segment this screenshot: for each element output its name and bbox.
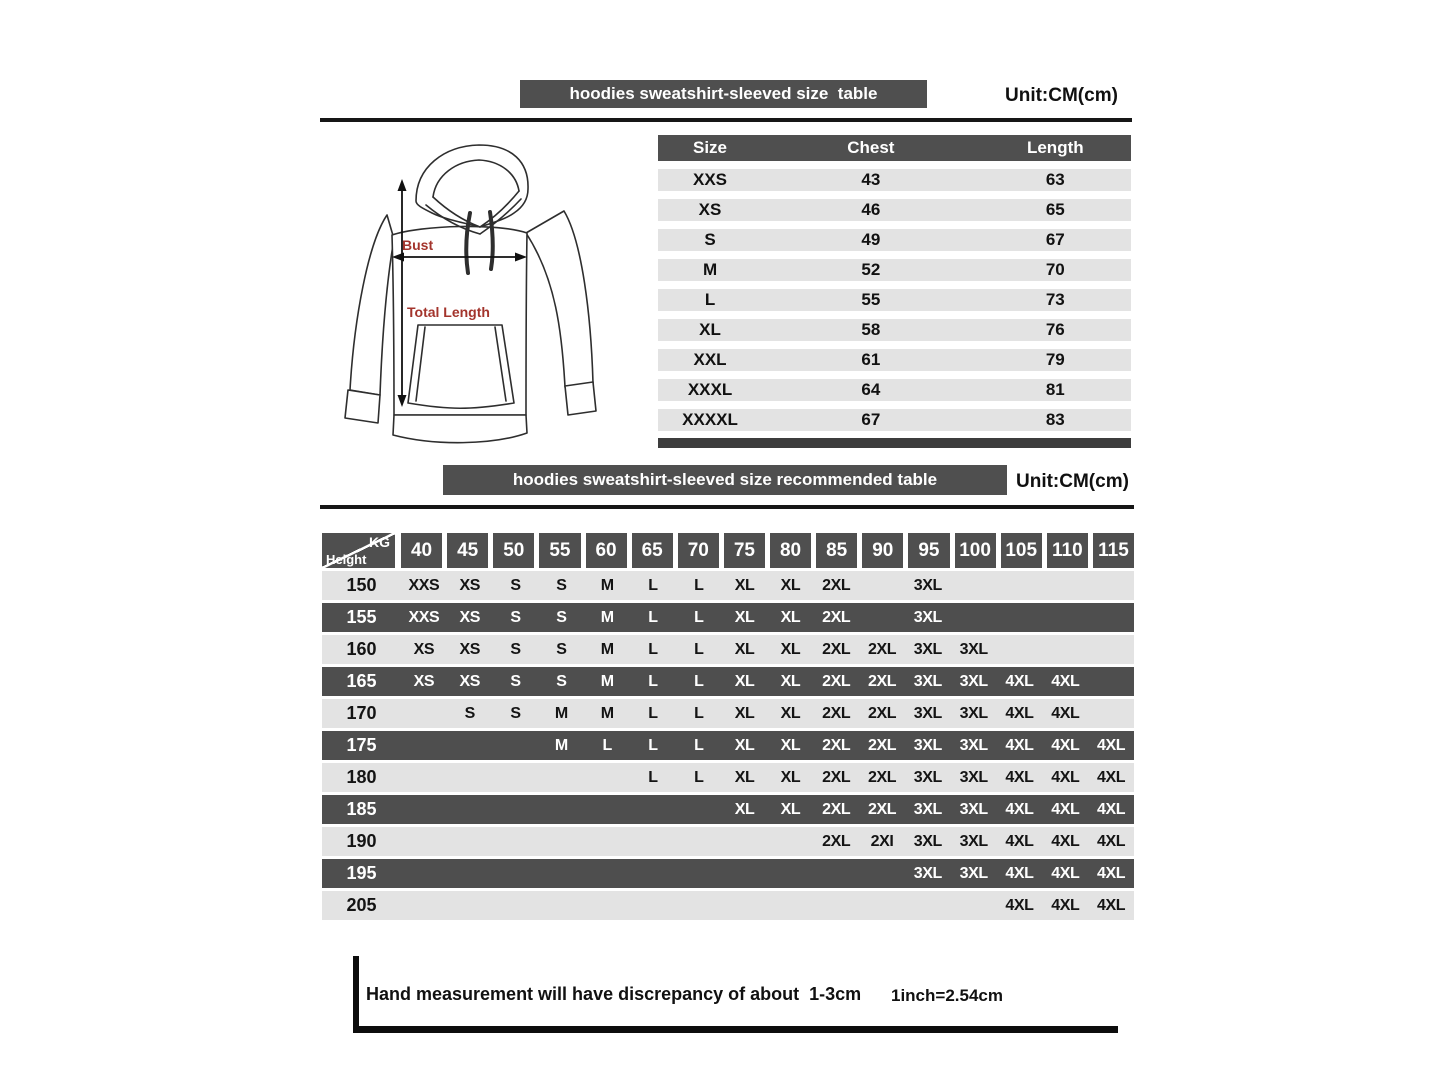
footer-vertical-bar [353, 956, 359, 1033]
size-value-cell: 2XL [867, 736, 897, 754]
size-value-cell: 2XL [822, 640, 851, 658]
size-value-cell: 4XL [1051, 704, 1080, 722]
recommended-table-row [322, 635, 1134, 664]
size-value-cell: 4XL [1005, 672, 1034, 690]
size-cell: M [702, 260, 718, 279]
weight-header-cell: 75 [724, 533, 765, 568]
size-value-cell: L [648, 576, 658, 594]
weight-header-cell: 115 [1093, 533, 1134, 568]
size-table [658, 135, 1131, 448]
hoodie-hood [416, 145, 528, 227]
weight-header-cell: 100 [955, 533, 996, 568]
recommended-table-row [322, 891, 1134, 920]
size-value-cell: 4XL [1005, 864, 1034, 882]
weights-header [401, 533, 1134, 568]
inch-conversion-note: 1inch=2.54cm [891, 986, 1003, 1005]
size-table-body [658, 169, 1131, 431]
length-column-header: Length [1026, 138, 1084, 157]
size-value-cell: 3XL [913, 800, 942, 818]
size-cell: S [704, 230, 716, 249]
size-value-cell: 3XL [913, 736, 942, 754]
height-cell: 170 [346, 703, 377, 723]
unit-label: Unit:CM(cm) [1005, 85, 1118, 106]
size-value-cell: S [510, 608, 521, 626]
size-value-cell: 4XL [1097, 768, 1126, 786]
size-value-cell: XS [459, 672, 480, 690]
size-cell: XXXL [687, 380, 733, 399]
hoodie-right-cuff [565, 382, 596, 415]
size-cell: XXL [693, 350, 727, 369]
size-table-row [658, 229, 1131, 251]
size-value-cell: 2XL [867, 800, 897, 818]
chest-cell: 58 [861, 320, 881, 339]
size-value-cell: 2XL [822, 800, 851, 818]
divider-rule [320, 505, 1134, 509]
size-value-cell: L [694, 608, 704, 626]
size-value-cell: 3XL [959, 768, 988, 786]
total-length-label: Total Length [407, 304, 490, 320]
recommended-table-row [322, 763, 1134, 792]
size-table-bottom-bar [658, 438, 1131, 448]
hoodie-left-cuff [345, 390, 380, 423]
size-value-cell: XL [734, 800, 755, 818]
size-value-cell: 4XL [1097, 896, 1126, 914]
size-value-cell: XL [780, 736, 801, 754]
height-cell: 165 [346, 671, 377, 691]
chest-cell: 43 [861, 170, 881, 189]
hoodie-hem-band [393, 415, 527, 443]
size-value-cell: 3XL [959, 736, 988, 754]
recommended-table-row [322, 667, 1134, 696]
size-value-cell: 3XL [913, 640, 942, 658]
hoodie-diagram [330, 135, 630, 455]
size-value-cell: M [600, 672, 614, 690]
size-value-cell: 4XL [1005, 832, 1034, 850]
recommended-table [322, 533, 1134, 923]
size-value-cell: 4XL [1051, 736, 1080, 754]
weight-header-cell: 55 [539, 533, 580, 568]
height-cell: 185 [346, 799, 377, 819]
size-value-cell: XL [734, 704, 755, 722]
size-value-cell: XXS [408, 576, 440, 594]
size-table-row [658, 319, 1131, 341]
size-value-cell: XL [780, 768, 801, 786]
size-value-cell: 3XL [913, 576, 942, 594]
height-cell: 190 [346, 831, 377, 851]
recommended-table-row [322, 571, 1134, 600]
size-value-cell: L [694, 640, 704, 658]
height-cell: 205 [346, 895, 377, 915]
size-value-cell: 2XL [867, 768, 897, 786]
size-value-cell: 3XL [913, 608, 942, 626]
size-table-header [658, 135, 1131, 161]
size-value-cell: XS [459, 608, 480, 626]
size-value-cell: XL [780, 640, 801, 658]
size-value-cell: XL [734, 672, 755, 690]
size-value-cell: 4XL [1051, 768, 1080, 786]
size-value-cell: L [694, 576, 704, 594]
size-value-cell: 2XL [822, 576, 851, 594]
size-value-cell: 3XL [913, 704, 942, 722]
size-value-cell: 4XL [1051, 832, 1080, 850]
size-value-cell: M [554, 704, 568, 722]
weight-header-cell: 45 [447, 533, 488, 568]
size-value-cell: 3XL [913, 832, 942, 850]
weight-header-cell: 110 [1047, 533, 1088, 568]
footer-horizontal-bar [353, 1026, 1118, 1033]
chest-cell: 49 [861, 230, 881, 249]
size-value-cell: L [648, 736, 658, 754]
size-value-cell: S [510, 672, 521, 690]
size-table-row [658, 199, 1131, 221]
size-value-cell: S [556, 640, 567, 658]
recommended-table-row [322, 827, 1134, 856]
size-value-cell: 2XL [822, 736, 851, 754]
size-value-cell: 4XL [1005, 768, 1034, 786]
size-value-cell: XL [780, 608, 801, 626]
size-value-cell: 3XL [959, 672, 988, 690]
measurement-note: Hand measurement will have discrepancy of about 1-3cm [366, 984, 862, 1004]
chest-cell: 67 [861, 410, 881, 429]
weight-header-cell: 90 [862, 533, 903, 568]
size-value-cell: 2XL [822, 704, 851, 722]
size-value-cell: XS [459, 640, 480, 658]
size-value-cell: 4XL [1005, 704, 1034, 722]
size-table-row [658, 289, 1131, 311]
weight-header-cell: 80 [770, 533, 811, 568]
recommended-table-row [322, 795, 1134, 824]
size-cell: XXS [693, 170, 728, 189]
size-cell: XXXXL [682, 410, 738, 429]
size-value-cell: S [510, 640, 521, 658]
size-table-row [658, 409, 1131, 431]
bust-label: Bust [402, 237, 434, 253]
recommended-table-row [322, 859, 1134, 888]
size-value-cell: XL [780, 672, 801, 690]
chest-cell: 64 [861, 380, 881, 399]
size-value-cell: 2XL [822, 768, 851, 786]
size-value-cell: S [510, 576, 521, 594]
chest-cell: 61 [861, 350, 881, 369]
size-value-cell: 3XL [959, 864, 988, 882]
size-value-cell: 4XL [1097, 736, 1126, 754]
size-value-cell: XXS [408, 608, 440, 626]
size-table-row [658, 379, 1131, 401]
size-value-cell: 3XL [913, 768, 942, 786]
recommended-table-title-bar [443, 465, 1007, 495]
kg-height-corner-cell [322, 533, 395, 568]
size-value-cell: M [600, 576, 614, 594]
size-value-cell: 3XL [959, 704, 988, 722]
length-cell: 70 [1045, 260, 1065, 279]
size-value-cell: L [648, 672, 658, 690]
size-value-cell: 3XL [959, 640, 988, 658]
size-value-cell: 4XL [1051, 800, 1080, 818]
kg-label: KG [369, 534, 390, 550]
size-value-cell: S [556, 576, 567, 594]
unit-label: Unit:CM(cm) [1016, 471, 1129, 492]
size-value-cell: 2XL [867, 672, 897, 690]
size-table-title-bar [520, 80, 927, 108]
size-value-cell: 4XL [1051, 864, 1080, 882]
size-value-cell: 3XL [913, 864, 942, 882]
size-table-title: hoodies sweatshirt-sleeved size table [569, 84, 878, 103]
recommended-table-row [322, 603, 1134, 632]
size-value-cell: S [556, 672, 567, 690]
size-value-cell: XS [413, 640, 435, 658]
divider-rule [320, 118, 1132, 122]
size-value-cell: XL [780, 800, 801, 818]
size-value-cell: L [694, 768, 704, 786]
chest-cell: 46 [861, 200, 881, 219]
size-value-cell: 2XL [867, 640, 897, 658]
height-cell: 180 [346, 767, 377, 787]
height-cell: 155 [346, 607, 377, 627]
size-cell: XL [699, 320, 721, 339]
length-cell: 67 [1045, 230, 1065, 249]
size-value-cell: 4XL [1051, 672, 1080, 690]
weight-header-cell: 105 [1001, 533, 1042, 568]
weight-header-cell: 40 [401, 533, 442, 568]
height-label: Height [326, 552, 367, 567]
size-value-cell: XL [734, 736, 755, 754]
recommended-table-title: hoodies sweatshirt-sleeved size recommended table [512, 470, 938, 489]
size-value-cell: M [600, 640, 614, 658]
size-value-cell: L [694, 672, 704, 690]
size-cell: XS [698, 200, 722, 219]
size-value-cell: L [694, 736, 704, 754]
size-value-cell: 3XL [959, 800, 988, 818]
size-value-cell: L [694, 704, 704, 722]
size-table-row [658, 169, 1131, 191]
recommended-table-row [322, 731, 1134, 760]
weight-header-cell: 70 [678, 533, 719, 568]
size-value-cell: 2XL [822, 672, 851, 690]
size-value-cell: XS [413, 672, 435, 690]
size-value-cell: 4XL [1005, 896, 1034, 914]
length-cell: 63 [1045, 170, 1065, 189]
chest-cell: 52 [861, 260, 881, 279]
size-value-cell: XL [734, 576, 755, 594]
size-value-cell: 4XL [1051, 896, 1080, 914]
weight-header-cell: 50 [493, 533, 534, 568]
size-value-cell: L [602, 736, 612, 754]
chest-column-header: Chest [847, 138, 895, 157]
size-value-cell: 2XL [867, 704, 897, 722]
height-cell: 160 [346, 639, 377, 659]
size-value-cell: M [600, 608, 614, 626]
size-value-cell: 3XL [913, 672, 942, 690]
recommended-table-body [322, 571, 1134, 920]
size-value-cell: 4XL [1005, 800, 1034, 818]
size-value-cell: L [648, 608, 658, 626]
height-cell: 150 [346, 575, 377, 595]
recommended-table-row [322, 699, 1134, 728]
length-cell: 79 [1045, 350, 1065, 369]
size-value-cell: XL [734, 768, 755, 786]
size-value-cell: 4XL [1097, 800, 1126, 818]
weight-header-cell: 95 [908, 533, 949, 568]
size-value-cell: XS [459, 576, 480, 594]
size-column-header: Size [693, 138, 728, 157]
size-value-cell: L [648, 640, 658, 658]
size-value-cell: 4XL [1097, 832, 1126, 850]
size-value-cell: L [648, 704, 658, 722]
length-cell: 73 [1045, 290, 1065, 309]
length-cell: 65 [1045, 200, 1065, 219]
chest-cell: 55 [861, 290, 881, 309]
size-value-cell: 2XI [870, 832, 894, 850]
size-value-cell: XL [734, 608, 755, 626]
size-value-cell: S [464, 704, 475, 722]
recommended-table-header [322, 533, 1134, 568]
size-value-cell: 4XL [1005, 736, 1034, 754]
size-value-cell: S [510, 704, 521, 722]
size-value-cell: 2XL [822, 608, 851, 626]
length-cell: 76 [1045, 320, 1065, 339]
length-cell: 81 [1045, 380, 1065, 399]
size-value-cell: 4XL [1097, 864, 1126, 882]
size-value-cell: XL [780, 576, 801, 594]
size-value-cell: M [600, 704, 614, 722]
size-table-row [658, 349, 1131, 371]
weight-header-cell: 65 [632, 533, 673, 568]
length-cell: 83 [1045, 410, 1065, 429]
size-value-cell: XL [734, 640, 755, 658]
size-value-cell: XL [780, 704, 801, 722]
size-table-row [658, 259, 1131, 281]
weight-header-cell: 85 [816, 533, 857, 568]
size-value-cell: 3XL [959, 832, 988, 850]
size-value-cell: L [648, 768, 658, 786]
size-cell: L [704, 290, 716, 309]
size-value-cell: S [556, 608, 567, 626]
size-value-cell: M [554, 736, 568, 754]
height-cell: 175 [346, 735, 377, 755]
hoodie-right-sleeve [526, 211, 593, 387]
weight-header-cell: 60 [586, 533, 627, 568]
hoodie-left-sleeve [350, 215, 394, 395]
height-cell: 195 [346, 863, 377, 883]
size-value-cell: 2XL [822, 832, 851, 850]
